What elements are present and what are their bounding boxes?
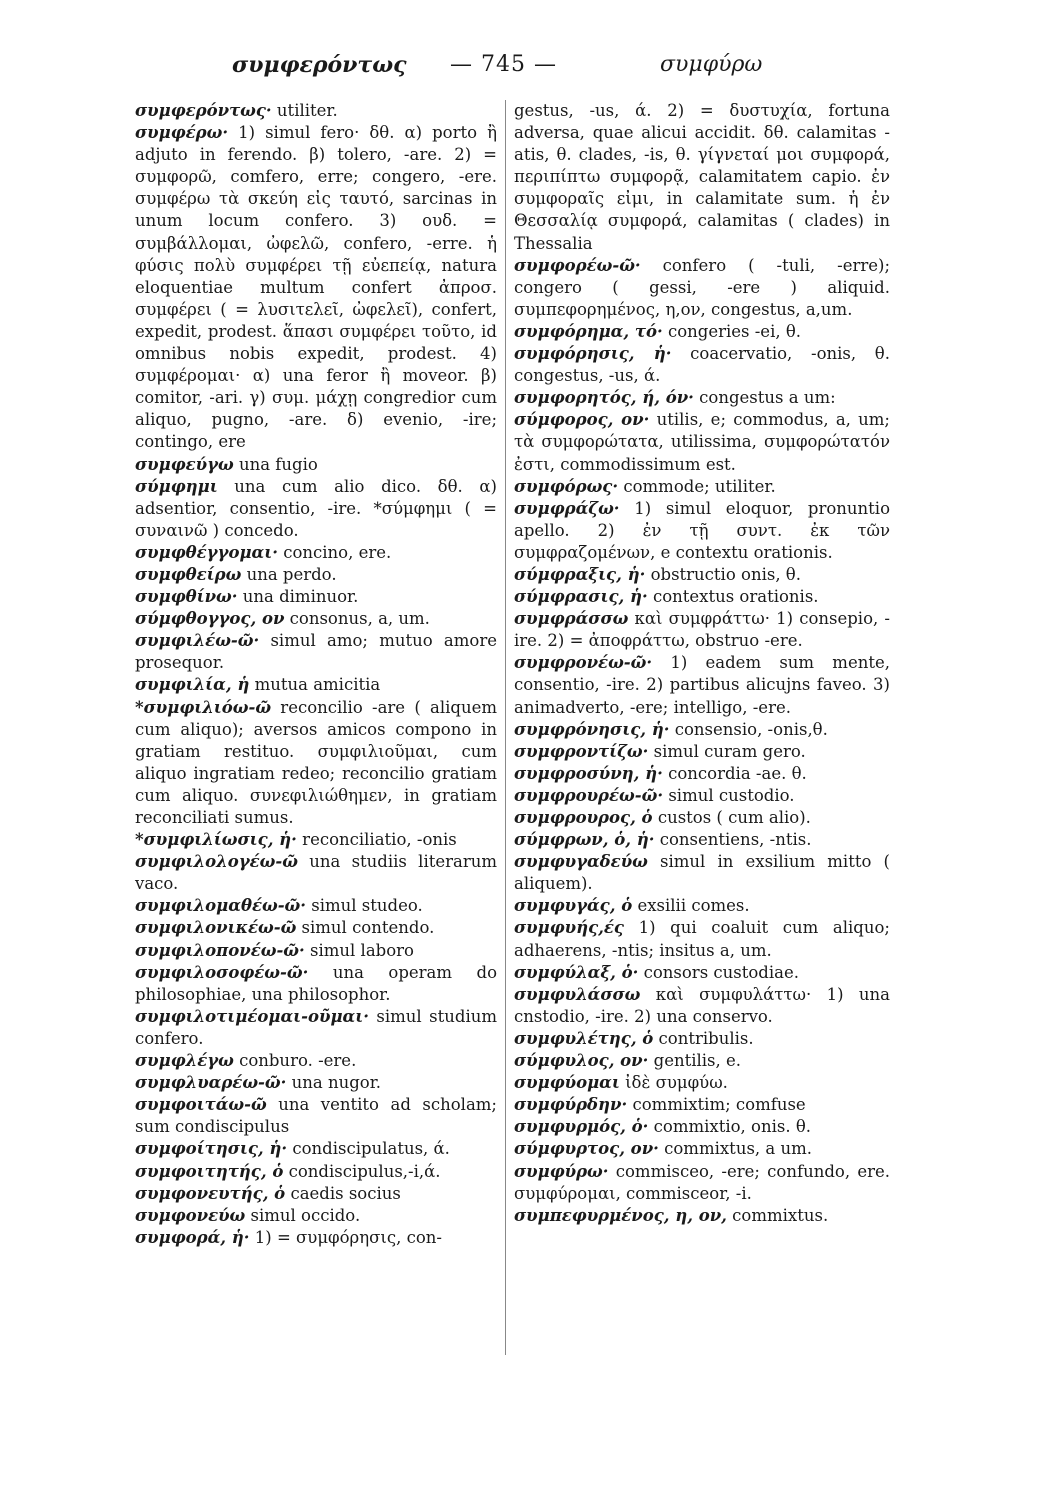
entry-definition: caedis socius xyxy=(285,1183,401,1203)
entry-definition: reconciliatio, -onis xyxy=(296,830,457,850)
entry-definition: obstructio onis, θ. xyxy=(645,564,801,584)
entry-lemma: συμφθείρω xyxy=(135,564,242,584)
entry-definition: conburo. -ere. xyxy=(233,1051,357,1071)
dictionary-entry xyxy=(514,387,890,409)
dictionary-entry xyxy=(135,586,497,608)
entry-lemma: συμφράζω· xyxy=(514,498,620,518)
entry-definition: condiscipulus,-i,ά. xyxy=(283,1161,441,1181)
dictionary-entry xyxy=(514,763,890,785)
dictionary-entry xyxy=(514,829,890,851)
entry-lemma: σύμφθογγος, ον xyxy=(135,609,285,629)
entry-lemma: συμφροσύνη, ἡ· xyxy=(514,763,663,783)
entry-definition: simul amo; mutuo amore prosequor. xyxy=(135,631,497,673)
dictionary-entry xyxy=(514,851,890,895)
entry-definition: καὶ συμφυλάττω· 1) una cnstodio, -ire. 2) una conservo. xyxy=(514,984,890,1026)
dictionary-entry xyxy=(135,476,497,542)
entry-lemma: συμφρόνησις, ἡ· xyxy=(514,719,670,739)
entry-lemma: συμφιλία, ἡ xyxy=(135,675,250,695)
entry-definition: simul custodio. xyxy=(663,785,795,805)
entry-lemma: συμφιλολογέω-ῶ xyxy=(135,852,298,872)
entry-lemma: συμφθίνω· xyxy=(135,587,238,607)
entry-definition: commixtus. xyxy=(726,1205,829,1225)
entry-lemma: συμφυγαδεύω xyxy=(514,852,648,872)
entry-definition: simul in exsilium mitto ( aliquem). xyxy=(514,852,890,894)
entry-lemma: συμφιλοπονέω-ῶ· xyxy=(135,940,305,960)
dictionary-entry xyxy=(514,564,890,586)
entry-definition: mutua amicitia xyxy=(249,675,381,695)
entry-definition: consonus, a, um. xyxy=(284,609,430,629)
entry-lemma: συμφθέγγομαι· xyxy=(135,542,278,562)
header-first-word: συμφερόντως xyxy=(232,52,407,78)
dictionary-entry xyxy=(514,1028,890,1050)
page-header xyxy=(0,48,1043,88)
entry-lemma: συμφέρω· xyxy=(135,123,229,143)
entry-definition: una studiis literarum vaco. xyxy=(135,852,497,894)
entry-definition: congestus a um: xyxy=(693,388,836,408)
entry-definition: consentiens, -ntis. xyxy=(654,830,812,850)
dictionary-entry xyxy=(514,962,890,984)
dictionary-entry xyxy=(135,1094,497,1138)
entry-definition: una diminuor. xyxy=(237,587,359,607)
column-divider xyxy=(505,100,506,1355)
dictionary-entry xyxy=(514,100,890,255)
dictionary-entry xyxy=(135,1138,497,1160)
entry-definition: commixtus, a um. xyxy=(658,1139,812,1159)
entry-lemma: συμφυλέτης, ὁ xyxy=(514,1028,654,1048)
entry-definition: concino, ere. xyxy=(277,542,392,562)
entry-lemma: *συμφιλίωσις, ἡ· xyxy=(135,830,297,850)
entry-lemma: συμφιλονικέω-ῶ xyxy=(135,918,297,938)
dictionary-entry xyxy=(514,343,890,387)
entry-lemma: συμφονευτής, ὁ xyxy=(135,1183,286,1203)
dictionary-entry xyxy=(514,719,890,741)
dictionary-entry xyxy=(514,476,890,498)
dictionary-entry xyxy=(514,255,890,321)
entry-lemma: συμφρουρος, ὁ xyxy=(514,808,653,827)
entry-definition: una nugor. xyxy=(286,1073,382,1093)
entry-lemma: *συμφιλιόω-ῶ xyxy=(135,697,272,717)
dictionary-entry xyxy=(514,1094,890,1116)
entry-definition: consors custodiae. xyxy=(638,962,799,982)
entry-lemma: συμφιλέω-ῶ· xyxy=(135,631,260,651)
entry-lemma: συμφοιτάω-ῶ xyxy=(135,1095,267,1115)
page-number: — 745 — xyxy=(450,52,557,77)
entry-lemma: συμφόρημα, τό· xyxy=(514,321,663,341)
dictionary-entry xyxy=(514,917,890,961)
dictionary-entry xyxy=(514,1050,890,1072)
entry-lemma: συμπεφυρμένος, η, ον, xyxy=(514,1205,727,1225)
dictionary-entry xyxy=(514,741,890,763)
dictionary-entry xyxy=(135,122,497,453)
dictionary-entry xyxy=(135,940,497,962)
dictionary-entry xyxy=(135,1183,497,1205)
dictionary-entry xyxy=(135,1072,497,1094)
entry-lemma: συμφλέγω xyxy=(135,1051,234,1071)
entry-lemma: συμφορέω-ῶ· xyxy=(514,255,641,275)
entry-lemma: συμφύρδην· xyxy=(514,1095,628,1115)
dictionary-entry xyxy=(135,851,497,895)
entry-definition: custos ( cum alio). xyxy=(652,808,811,827)
dictionary-entry xyxy=(514,1161,890,1205)
entry-definition: una operam do philosophiae, una philosophor. xyxy=(135,962,497,1004)
entry-lemma: συμφερόντως· xyxy=(135,101,272,120)
entry-lemma: συμφρονέω-ῶ· xyxy=(514,653,653,673)
dictionary-entry xyxy=(135,564,497,586)
entry-definition: 1) = συμφόρησις, con- xyxy=(249,1227,442,1247)
entry-definition: simul laboro xyxy=(304,940,414,960)
entry-definition: 1) simul fero· δθ. α) porto ἢ adjuto in ferendo. β) tolero, -are. 2) = συμφορῶ, comfero, erre; congero, -ere. συμφέρω τὰ σκεύη εἰς ταυτό, sarcinas in unum locum confero. 3) ουδ. = συμβάλλομαι, ὠφελῶ, confero, -erre. ἡ φύσις πολὺ συμφέρει τῇ εὐεπείᾳ, natura eloquentiae multum confert ἀπροσ. συμφέρει ( = λυσιτελεῖ, ὠφελεῖ), confert, expedit, prodest. ἅπασι συμφέρει τοῦτο, id omnibus nobis expedit, prodest. 4) συμφέρομαι· α) una feror ἢ moveor. β) comitor, -ari. γ) συμ. μάχῃ congredior cum aliquo, pugno, -are. δ) evenio, -ire; contingo, ere xyxy=(135,123,497,452)
entry-lemma: σύμφρασις, ἡ· xyxy=(514,587,648,607)
entry-lemma: συμφυλάσσω xyxy=(514,984,641,1004)
entry-lemma: συμφοιτητής, ὁ xyxy=(135,1161,284,1181)
dictionary-entry xyxy=(514,321,890,343)
dictionary-entry xyxy=(135,697,497,830)
dictionary-entry xyxy=(135,829,497,851)
right-column xyxy=(514,100,890,1227)
entry-definition: una fugio xyxy=(233,454,318,474)
dictionary-entry xyxy=(135,1006,497,1050)
entry-definition: utilis, e; commodus, a, um; τὰ συμφορώτατα, utilissima, συμφορώτατόν ἐστι, commodissimum est. xyxy=(514,410,890,474)
entry-definition: ἰδὲ συμφύω. xyxy=(619,1073,728,1093)
dictionary-entry xyxy=(514,1205,890,1227)
dictionary-entry xyxy=(514,895,890,917)
entry-definition: una ventito ad scholam; sum condiscipulus xyxy=(135,1095,497,1137)
entry-definition: 1) simul eloquor, pronuntio apello. 2) ἐν τῇ συντ. ἐκ τῶν συμφραζομένων, e contextu orationis. xyxy=(514,498,890,562)
entry-lemma: συμφρουρέω-ῶ· xyxy=(514,785,664,805)
entry-definition: simul occido. xyxy=(245,1205,361,1225)
entry-definition: gestus, -us, ά. 2) = δυστυχία, fortuna adversa, quae alicui accidit. δθ. calamitas -atis, θ. clades, -is, θ. γίγνεταί μοι συμφορά, περιπίπτω συμφορᾷ, calamitatem capio. ἐν συμφοραῖς εἰμι, in calamitate sum. ἡ ἐν Θεσσαλίᾳ συμφορά, calamitas ( clades) in Thessalia xyxy=(514,101,890,253)
entry-definition: 1) qui coaluit cum aliquo; adhaerens, -ntis; insitus a, um. xyxy=(514,918,890,960)
entry-definition: una perdo. xyxy=(241,564,337,584)
entry-lemma: συμφροντίζω· xyxy=(514,741,649,761)
entry-lemma: σύμφημι xyxy=(135,476,218,496)
entry-definition: coacervatio, -onis, θ. congestus, -us, ά. xyxy=(514,344,890,386)
entry-definition: καὶ συμφράττω· 1) consepio, -ire. 2) = ἀποφράττω, obstruo -ere. xyxy=(514,609,890,651)
entry-lemma: συμφονεύω xyxy=(135,1205,246,1225)
dictionary-entry xyxy=(135,542,497,564)
entry-lemma: συμφυγάς, ὁ xyxy=(514,896,633,916)
dictionary-entry xyxy=(135,1227,497,1249)
entry-definition: condiscipulatus, ά. xyxy=(287,1139,450,1159)
entry-definition: concordia -ae. θ. xyxy=(662,763,807,783)
entry-definition: 1) eadem sum mente, consentio, -ire. 2) partibus alicujns faveo. 3) animadverto, -ere; intelligo, -ere. xyxy=(514,653,890,717)
entry-lemma: συμφοίτησις, ἡ· xyxy=(135,1139,288,1159)
entry-definition: contribulis. xyxy=(653,1028,754,1048)
entry-definition: commode; utiliter. xyxy=(618,476,776,496)
dictionary-entry xyxy=(514,785,890,807)
dictionary-entry xyxy=(135,1205,497,1227)
dictionary-entry xyxy=(514,1116,890,1138)
entry-definition: reconcilio -are ( aliquem cum aliquo); aversos amicos compono in gratiam restituo. συμφιλιοῦμαι, cum aliquo ingratiam redeo; reconcilio gratiam cum aliquo. συνεφιλιώθημεν, in gratiam reconciliati sumus. xyxy=(135,697,497,827)
entry-lemma: συμφιλομαθέω-ῶ· xyxy=(135,896,307,916)
dictionary-entry xyxy=(135,608,497,630)
dictionary-entry xyxy=(135,454,497,476)
entry-definition: simul curam gero. xyxy=(648,741,806,761)
dictionary-entry xyxy=(514,984,890,1028)
dictionary-entry xyxy=(135,895,497,917)
entry-definition: commixtim; comfuse xyxy=(627,1095,806,1115)
entry-definition: simul studium confero. xyxy=(135,1006,497,1048)
entry-lemma: συμφυής,ές xyxy=(514,918,624,938)
entry-lemma: συμφυρμός, ὁ· xyxy=(514,1117,649,1137)
dictionary-entry xyxy=(135,1161,497,1183)
entry-lemma: συμφορητός, ή, όν· xyxy=(514,388,694,408)
dictionary-entry xyxy=(514,409,890,475)
entry-lemma: σύμφυλος, ον· xyxy=(514,1051,649,1071)
dictionary-entry xyxy=(514,652,890,718)
entry-definition: exsilii comes. xyxy=(632,896,750,916)
entry-definition: gentilis, e. xyxy=(648,1051,742,1071)
entry-lemma: συμφιλοσοφέω-ῶ· xyxy=(135,962,309,982)
dictionary-entry xyxy=(135,1050,497,1072)
dictionary-entry xyxy=(514,498,890,564)
dictionary-entry xyxy=(135,674,497,696)
dictionary-entry xyxy=(514,586,890,608)
dictionary-entry xyxy=(514,1138,890,1160)
entry-definition: contextus orationis. xyxy=(647,587,819,607)
entry-definition: consensio, -onis,θ. xyxy=(669,719,828,739)
dictionary-entry xyxy=(135,100,497,122)
dictionary-entry xyxy=(135,917,497,939)
entry-lemma: συμφόρως· xyxy=(514,476,619,496)
entry-lemma: σύμφραξις, ἡ· xyxy=(514,564,646,584)
entry-definition: commisceo, -ere; confundo, ere. συμφύρομαι, commisceor, -i. xyxy=(514,1161,890,1203)
entry-lemma: σύμφορος, ον· xyxy=(514,410,650,430)
left-column xyxy=(135,100,497,1249)
dictionary-entry xyxy=(135,962,497,1006)
entry-lemma: συμφλυαρέω-ῶ· xyxy=(135,1073,287,1093)
entry-lemma: συμφιλοτιμέομαι-οῦμαι· xyxy=(135,1006,369,1026)
entry-definition: una cum alio dico. δθ. α) adsentior, consentio, -ire. *σύμφημι ( = συναινῶ ) concedo. xyxy=(135,476,497,540)
entry-definition: congeries -ei, θ. xyxy=(662,321,802,341)
dictionary-entry xyxy=(135,630,497,674)
entry-lemma: συμφορά, ἡ· xyxy=(135,1227,250,1247)
entry-lemma: σύμφυρτος, ον· xyxy=(514,1139,659,1159)
entry-lemma: συμφόρησις, ἡ· xyxy=(514,344,672,364)
entry-definition: simul contendo. xyxy=(296,918,435,938)
entry-definition: commixtio, onis. θ. xyxy=(648,1117,812,1137)
header-last-word: συμφύρω xyxy=(660,52,763,77)
entry-definition: confero ( -tuli, -erre); congero ( gessi, -ere ) aliquid. συμπεφορημένος, η,ον, congestus, a,um. xyxy=(514,255,890,319)
entry-lemma: συμφύρω· xyxy=(514,1161,609,1181)
entry-lemma: συμφύομαι xyxy=(514,1073,620,1093)
entry-lemma: συμφύλαξ, ὁ· xyxy=(514,962,639,982)
dictionary-entry xyxy=(514,807,890,829)
entry-definition: simul studeo. xyxy=(306,896,423,916)
dictionary-entry xyxy=(514,608,890,652)
dictionary-entry xyxy=(514,1072,890,1094)
entry-lemma: συμφεύγω xyxy=(135,454,234,474)
entry-definition: utiliter. xyxy=(271,101,338,120)
entry-lemma: σύμφρων, ὁ, ἡ· xyxy=(514,830,655,850)
entry-lemma: συμφράσσω xyxy=(514,609,629,629)
